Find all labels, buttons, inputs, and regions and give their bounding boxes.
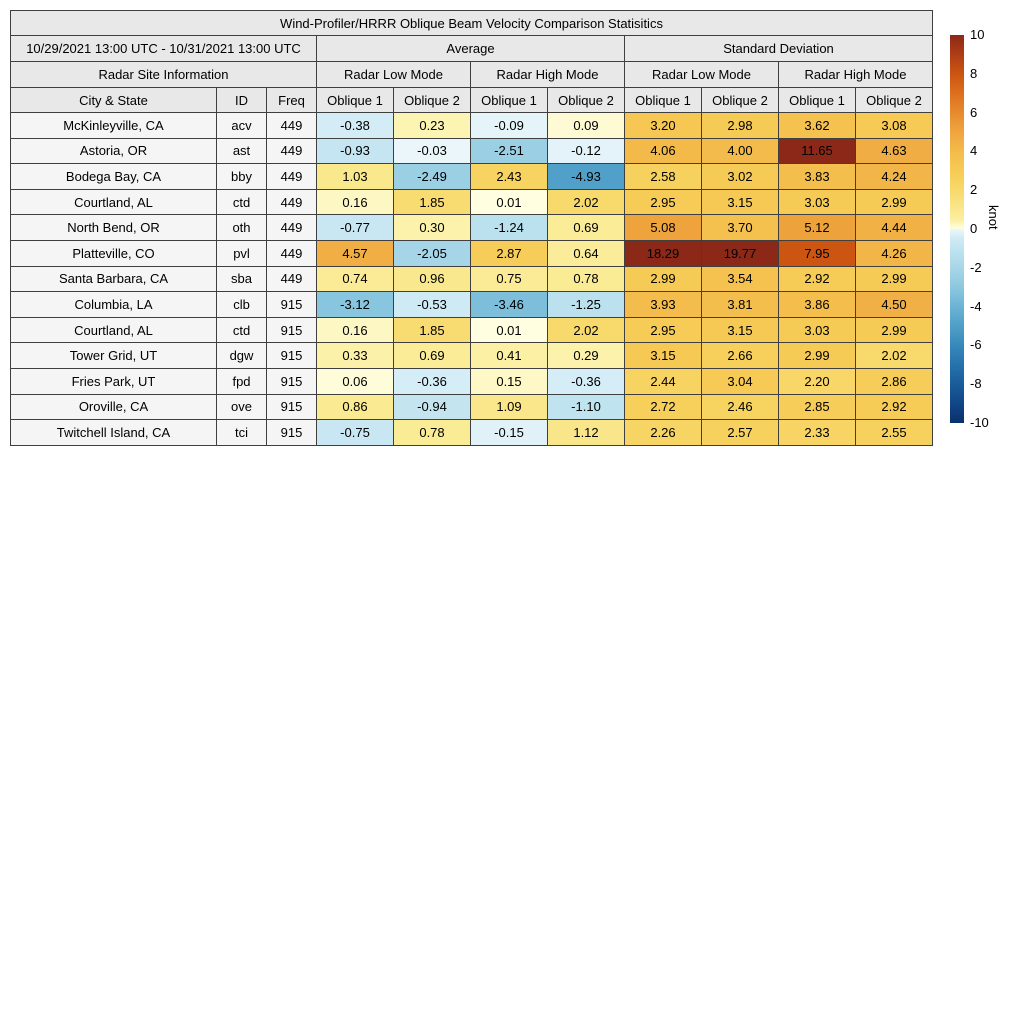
oblique-1-column-header: Oblique 1 (317, 88, 394, 113)
value-cell: 2.98 (702, 113, 779, 139)
value-cell: 1.12 (548, 420, 625, 446)
value-cell: 2.02 (548, 317, 625, 343)
comparison-statistics-table (10, 10, 933, 446)
value-cell: 4.26 (856, 240, 933, 266)
colorbar-unit-label: knot (986, 205, 1001, 230)
table-row (11, 317, 933, 343)
value-cell: -0.03 (394, 138, 471, 164)
value-cell: 2.57 (702, 420, 779, 446)
value-cell: 2.66 (702, 343, 779, 369)
value-cell: -2.05 (394, 240, 471, 266)
value-cell: 2.95 (625, 317, 702, 343)
value-cell: 4.44 (856, 215, 933, 241)
city-cell: North Bend, OR (11, 215, 217, 241)
freq-cell: 915 (267, 317, 317, 343)
value-cell: 2.33 (779, 420, 856, 446)
value-cell: 2.26 (625, 420, 702, 446)
id-cell: ove (217, 394, 267, 420)
value-cell: 2.99 (856, 189, 933, 215)
value-cell: 3.93 (625, 292, 702, 318)
city-cell: McKinleyville, CA (11, 113, 217, 139)
value-cell: 18.29 (625, 240, 702, 266)
value-cell: -3.46 (471, 292, 548, 318)
value-cell: 3.70 (702, 215, 779, 241)
colorbar-tick-label: 6 (970, 104, 978, 120)
freq-cell: 449 (267, 215, 317, 241)
city-cell: Courtland, AL (11, 317, 217, 343)
city-cell: Astoria, OR (11, 138, 217, 164)
value-cell: 2.92 (856, 394, 933, 420)
value-cell: -0.12 (548, 138, 625, 164)
city-cell: Columbia, LA (11, 292, 217, 318)
value-cell: 0.16 (317, 189, 394, 215)
value-cell: 0.96 (394, 266, 471, 292)
id-cell: oth (217, 215, 267, 241)
value-cell: 4.57 (317, 240, 394, 266)
value-cell: -0.53 (394, 292, 471, 318)
city-cell: Santa Barbara, CA (11, 266, 217, 292)
colorbar-tick-label: -6 (970, 337, 982, 353)
value-cell: 2.99 (856, 266, 933, 292)
value-cell: -0.36 (548, 368, 625, 394)
value-cell: 0.64 (548, 240, 625, 266)
avg-radar-low-mode-header: Radar Low Mode (317, 62, 471, 88)
table-row (11, 292, 933, 318)
freq-cell: 915 (267, 368, 317, 394)
value-cell: -1.10 (548, 394, 625, 420)
table-row (11, 215, 933, 241)
value-cell: 2.55 (856, 420, 933, 446)
value-cell: -0.09 (471, 113, 548, 139)
id-cell: fpd (217, 368, 267, 394)
oblique-1-column-header: Oblique 1 (779, 88, 856, 113)
freq-cell: 449 (267, 164, 317, 190)
table-row (11, 266, 933, 292)
value-cell: 4.00 (702, 138, 779, 164)
oblique-2-column-header: Oblique 2 (702, 88, 779, 113)
value-cell: 3.86 (779, 292, 856, 318)
value-cell: 2.43 (471, 164, 548, 190)
oblique-1-column-header: Oblique 1 (471, 88, 548, 113)
colorbar-tick-label: 8 (970, 65, 978, 81)
oblique-1-column-header: Oblique 1 (625, 88, 702, 113)
colorbar-tick-label: -4 (970, 298, 982, 314)
value-cell: 0.41 (471, 343, 548, 369)
value-cell: 2.86 (856, 368, 933, 394)
colorbar-tick-label: -2 (970, 259, 982, 275)
table-title: Wind-Profiler/HRRR Oblique Beam Velocity Comparison Statisitics (11, 11, 933, 36)
value-cell: 2.02 (856, 343, 933, 369)
value-cell: -4.93 (548, 164, 625, 190)
id-cell: dgw (217, 343, 267, 369)
value-cell: 0.30 (394, 215, 471, 241)
value-cell: 1.09 (471, 394, 548, 420)
value-cell: 4.50 (856, 292, 933, 318)
value-cell: 1.85 (394, 317, 471, 343)
avg-radar-high-mode-header: Radar High Mode (471, 62, 625, 88)
value-cell: 0.16 (317, 317, 394, 343)
city-cell: Oroville, CA (11, 394, 217, 420)
value-cell: -0.94 (394, 394, 471, 420)
value-cell: 3.15 (702, 189, 779, 215)
value-cell: 4.63 (856, 138, 933, 164)
id-cell: sba (217, 266, 267, 292)
value-cell: 2.92 (779, 266, 856, 292)
value-cell: -1.25 (548, 292, 625, 318)
table-row (11, 420, 933, 446)
date-range: 10/29/2021 13:00 UTC - 10/31/2021 13:00 UTC (11, 36, 317, 62)
std-radar-high-mode-header: Radar High Mode (779, 62, 933, 88)
freq-cell: 915 (267, 292, 317, 318)
value-cell: 3.04 (702, 368, 779, 394)
value-cell: 1.03 (317, 164, 394, 190)
city-cell: Twitchell Island, CA (11, 420, 217, 446)
value-cell: 0.15 (471, 368, 548, 394)
value-cell: 3.15 (625, 343, 702, 369)
freq-column-header: Freq (267, 88, 317, 113)
value-cell: 0.09 (548, 113, 625, 139)
value-cell: 2.99 (625, 266, 702, 292)
city-cell: Tower Grid, UT (11, 343, 217, 369)
value-cell: 2.72 (625, 394, 702, 420)
value-cell: 3.08 (856, 113, 933, 139)
value-cell: 0.75 (471, 266, 548, 292)
value-cell: 5.12 (779, 215, 856, 241)
value-cell: 7.95 (779, 240, 856, 266)
id-cell: clb (217, 292, 267, 318)
value-cell: 2.95 (625, 189, 702, 215)
value-cell: 0.06 (317, 368, 394, 394)
value-cell: 0.74 (317, 266, 394, 292)
value-cell: 2.99 (856, 317, 933, 343)
radar-site-information-header: Radar Site Information (11, 62, 317, 88)
value-cell: 11.65 (779, 138, 856, 164)
value-cell: 4.24 (856, 164, 933, 190)
value-cell: 0.78 (394, 420, 471, 446)
city-cell: Platteville, CO (11, 240, 217, 266)
colorbar-tick-label: -10 (970, 415, 989, 430)
value-cell: 0.86 (317, 394, 394, 420)
freq-cell: 915 (267, 420, 317, 446)
value-cell: 3.15 (702, 317, 779, 343)
value-cell: -0.36 (394, 368, 471, 394)
value-cell: 0.33 (317, 343, 394, 369)
city-cell: Fries Park, UT (11, 368, 217, 394)
value-cell: -2.51 (471, 138, 548, 164)
id-cell: pvl (217, 240, 267, 266)
table-row (11, 240, 933, 266)
value-cell: 2.58 (625, 164, 702, 190)
value-cell: 3.62 (779, 113, 856, 139)
freq-cell: 449 (267, 189, 317, 215)
value-cell: 1.85 (394, 189, 471, 215)
freq-cell: 449 (267, 138, 317, 164)
value-cell: -3.12 (317, 292, 394, 318)
value-cell: 2.02 (548, 189, 625, 215)
value-cell: 0.29 (548, 343, 625, 369)
group-header-average: Average (317, 36, 625, 62)
id-cell: ast (217, 138, 267, 164)
value-cell: 2.46 (702, 394, 779, 420)
value-cell: 3.20 (625, 113, 702, 139)
value-cell: 5.08 (625, 215, 702, 241)
value-cell: 2.85 (779, 394, 856, 420)
colorbar-tick-label: 2 (970, 182, 978, 198)
colorbar-tick-label: 4 (970, 143, 978, 159)
freq-cell: 915 (267, 394, 317, 420)
value-cell: 0.01 (471, 317, 548, 343)
table-row (11, 189, 933, 215)
colorbar (950, 35, 964, 423)
id-cell: ctd (217, 317, 267, 343)
group-header-standard-deviation: Standard Deviation (625, 36, 933, 62)
freq-cell: 449 (267, 240, 317, 266)
value-cell: 2.20 (779, 368, 856, 394)
id-cell: bby (217, 164, 267, 190)
value-cell: 0.69 (394, 343, 471, 369)
std-radar-low-mode-header: Radar Low Mode (625, 62, 779, 88)
oblique-2-column-header: Oblique 2 (856, 88, 933, 113)
value-cell: 4.06 (625, 138, 702, 164)
id-cell: acv (217, 113, 267, 139)
value-cell: -0.15 (471, 420, 548, 446)
value-cell: -0.93 (317, 138, 394, 164)
city-state-column-header: City & State (11, 88, 217, 113)
id-cell: tci (217, 420, 267, 446)
city-cell: Courtland, AL (11, 189, 217, 215)
city-cell: Bodega Bay, CA (11, 164, 217, 190)
value-cell: 0.69 (548, 215, 625, 241)
value-cell: 3.81 (702, 292, 779, 318)
colorbar-tick-label: 10 (970, 27, 985, 42)
value-cell: 3.03 (779, 317, 856, 343)
value-cell: -2.49 (394, 164, 471, 190)
value-cell: 2.44 (625, 368, 702, 394)
value-cell: -0.38 (317, 113, 394, 139)
table-row (11, 368, 933, 394)
value-cell: 0.23 (394, 113, 471, 139)
value-cell: 0.78 (548, 266, 625, 292)
value-cell: -0.75 (317, 420, 394, 446)
freq-cell: 449 (267, 266, 317, 292)
value-cell: -0.77 (317, 215, 394, 241)
id-column-header: ID (217, 88, 267, 113)
value-cell: 3.83 (779, 164, 856, 190)
value-cell: -1.24 (471, 215, 548, 241)
value-cell: 3.02 (702, 164, 779, 190)
id-cell: ctd (217, 189, 267, 215)
colorbar-tick-label: -8 (970, 376, 982, 392)
freq-cell: 449 (267, 113, 317, 139)
value-cell: 2.87 (471, 240, 548, 266)
value-cell: 19.77 (702, 240, 779, 266)
table-row (11, 138, 933, 164)
oblique-2-column-header: Oblique 2 (394, 88, 471, 113)
table-row (11, 164, 933, 190)
freq-cell: 915 (267, 343, 317, 369)
table-row (11, 343, 933, 369)
colorbar-tick-label: 0 (970, 221, 978, 236)
value-cell: 3.54 (702, 266, 779, 292)
value-cell: 3.03 (779, 189, 856, 215)
oblique-2-column-header: Oblique 2 (548, 88, 625, 113)
value-cell: 2.99 (779, 343, 856, 369)
table-row (11, 113, 933, 139)
value-cell: 0.01 (471, 189, 548, 215)
table-row (11, 394, 933, 420)
